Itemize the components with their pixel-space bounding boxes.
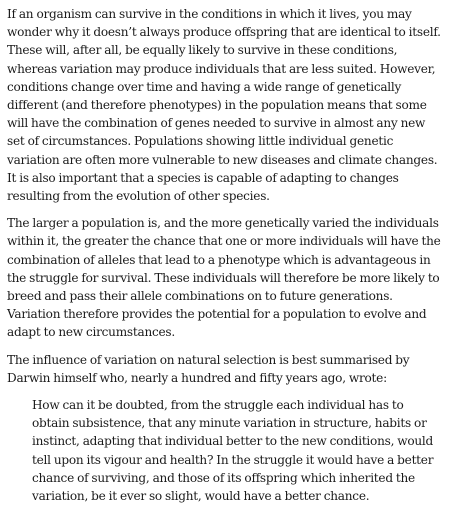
darwin-quote: How can it be doubted, from the struggle each individual has to obtain subsistence, that any minute variation in structure, habits or instinct, adapting that individual better to the new conditions, would tell upon its vigour and health? In the struggle it would have a better chance of surviving, and those of its offspring which inherited the variation, be it ever so slight, would have a better chance. [32, 398, 434, 504]
paragraph-organism-survival: If an organism can survive in the conditions in which it lives, you may wonder why it doesn’t always produce offspring that are identical to itself. These will, after all, be equally likely to survive in these conditions, whereas variation may produce individuals that are less suited. However, conditions change over time and having a wide range of genetically different (and therefore phenotypes) in the population means that some will have the combination of genes needed to survive in almost any new set of circumstances. Populations showing little individual genetic variation are often more vulnerable to new diseases and climate changes. It is also important that a species is capable of adapting to changes resulting from the evolution of other species. [7, 7, 441, 204]
document-page [7, 5, 445, 505]
paragraph-population-variation: The larger a population is, and the more genetically varied the individuals within it, the greater the chance that one or more individuals will have the combination of alleles that lead to a phenotype which is advantageous in the struggle for survival. These individuals will therefore be more likely to breed and pass their allele combinations on to future generations. Variation therefore provides the potential for a population to evolve and adapt to new circumstances. [7, 216, 441, 340]
paragraph-darwin-intro: The influence of variation on natural selection is best summarised by Darwin himself who, nearly a hundred and fifty years ago, wrote: [7, 352, 410, 385]
